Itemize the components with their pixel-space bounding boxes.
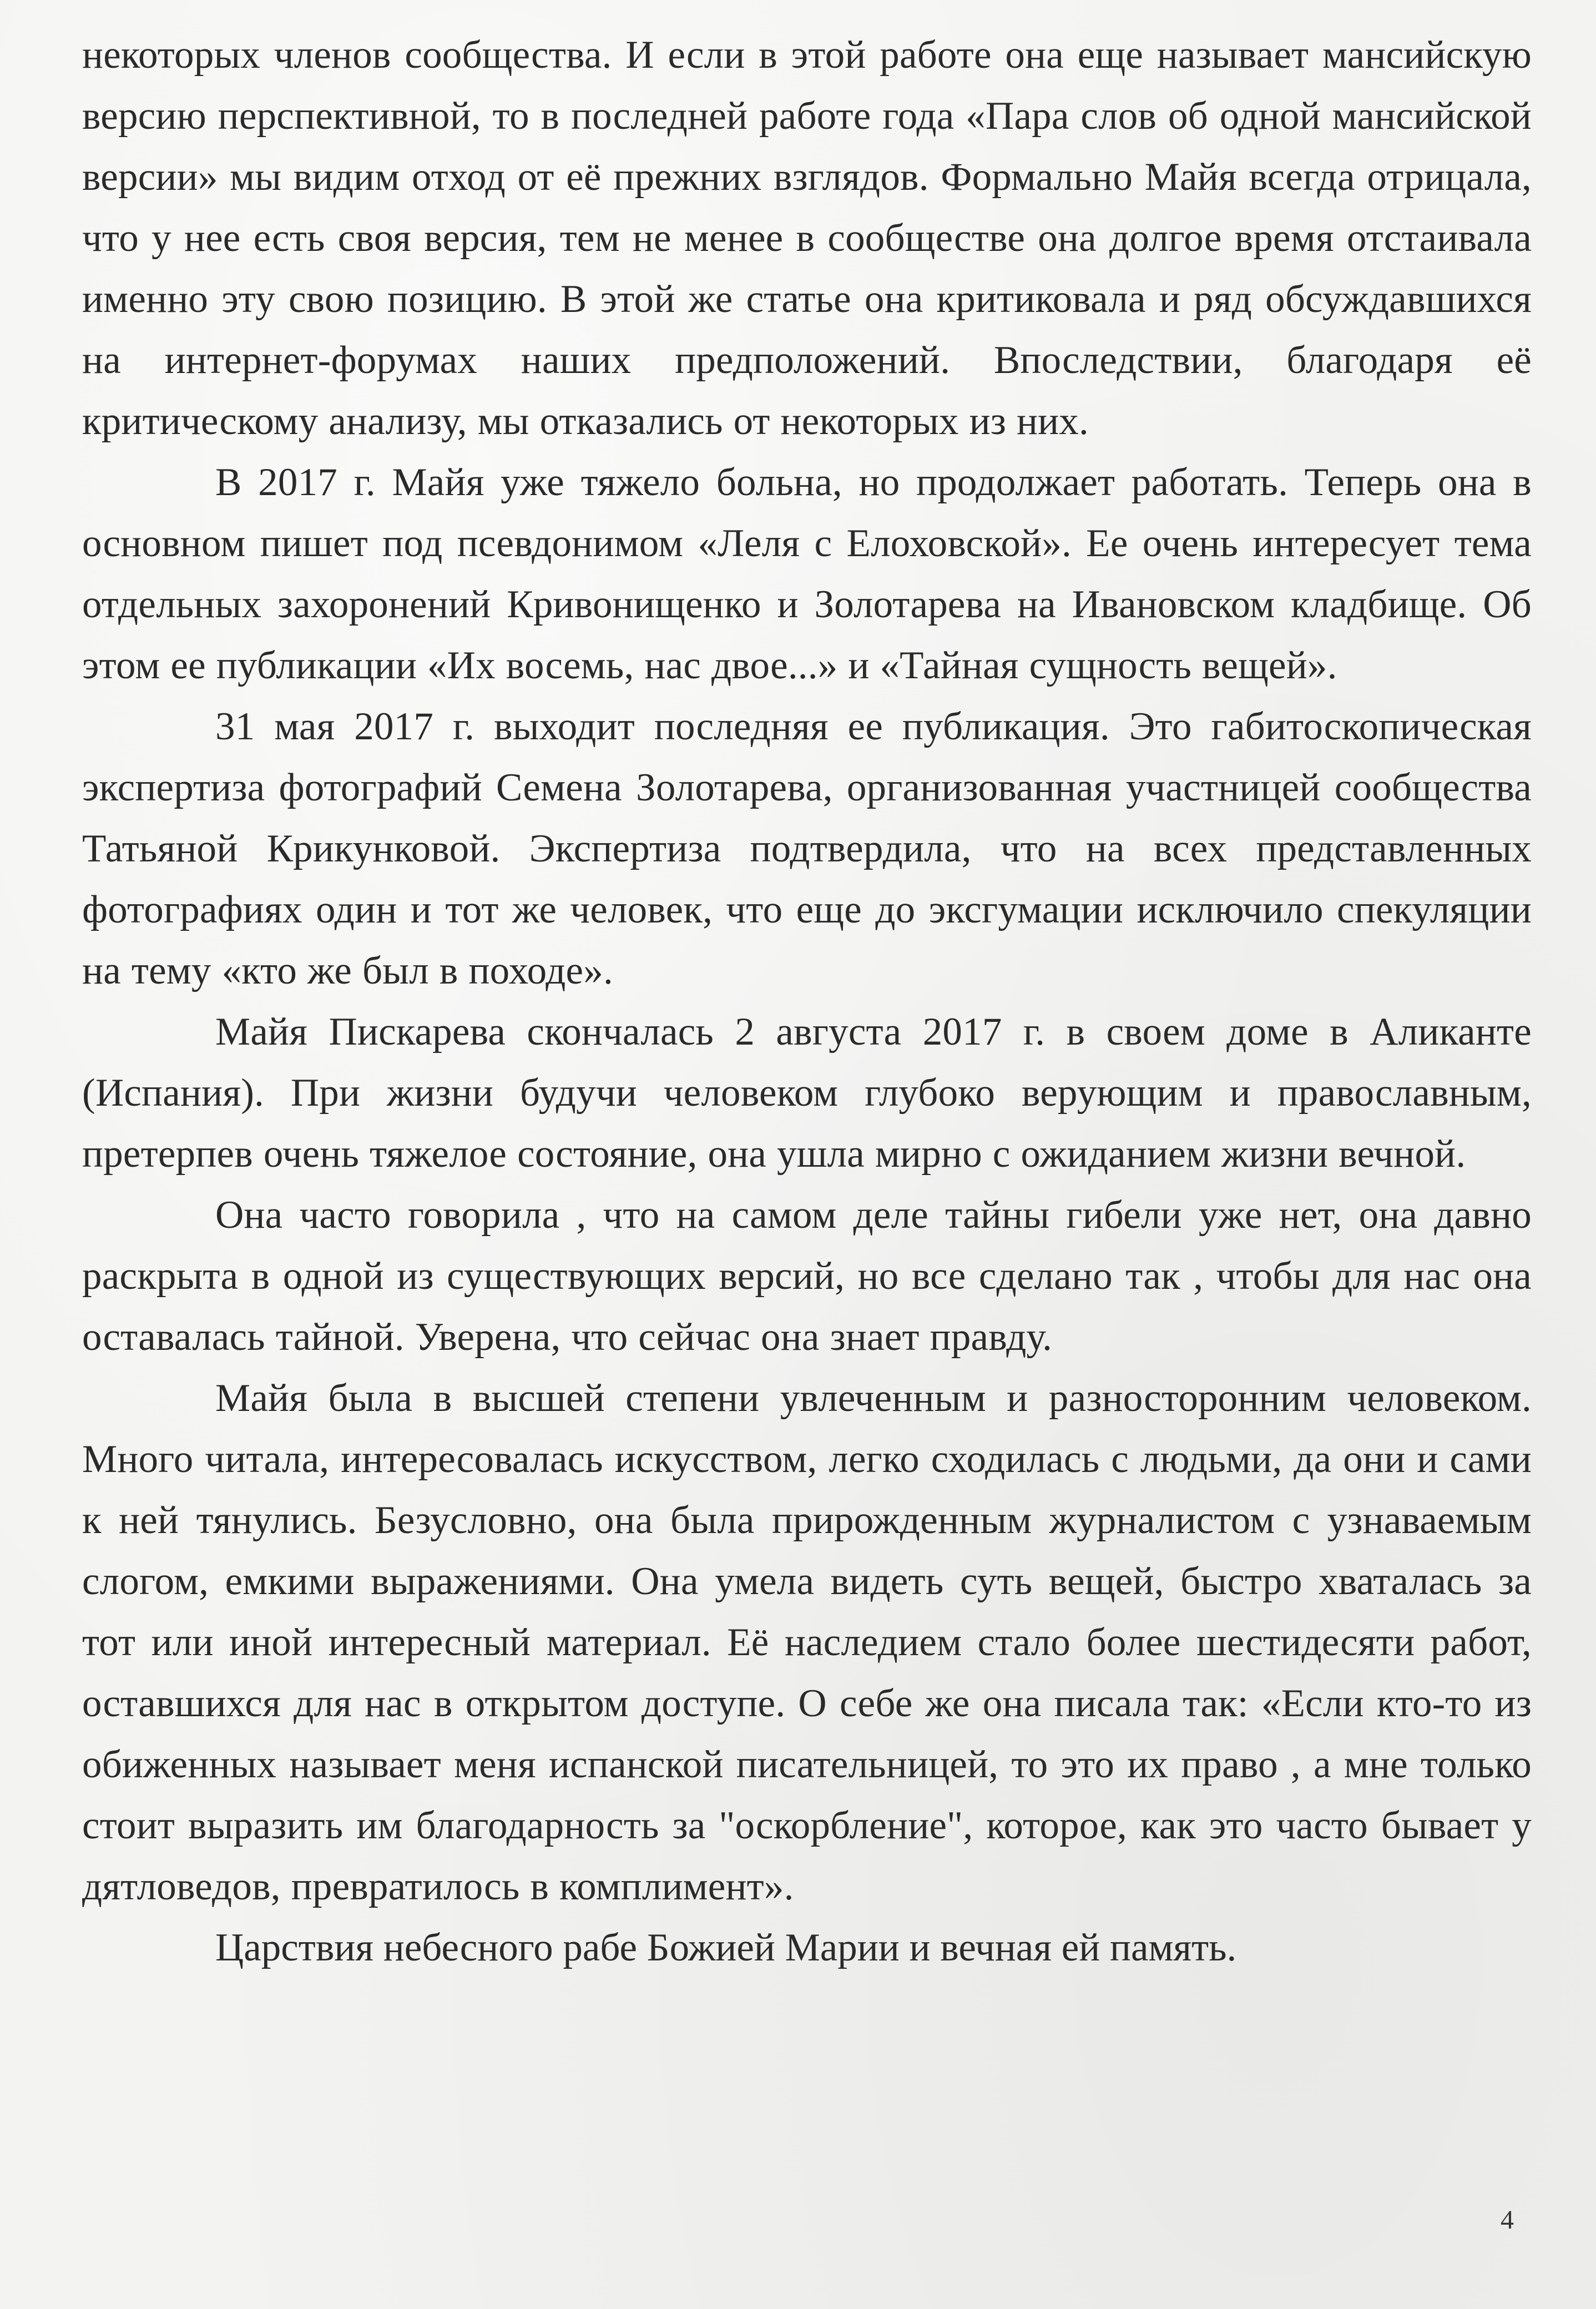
- paragraph-1: некоторых членов сообщества. И если в этой работе она еще называет мансийскую версию перспективной, то в последней работе года «Пара слов об одной мансийской версии» мы видим отход от её прежних взглядов. Формально Майя всегда отрицала, что у нее есть своя версия, тем не менее в сообществе она долгое время отстаивала именно эту свою позицию. В этой же статье она критиковала и ряд обсуждавшихся на интернет-форумах наших предположений. Впоследствии, благодаря её критическому анализу, мы отказались от некоторых из них.: [82, 33, 1532, 443]
- page-number: 4: [1501, 2205, 1514, 2235]
- paragraph-2: В 2017 г. Майя уже тяжело больна, но продолжает работать. Теперь она в основном пишет под псевдонимом «Леля с Елоховской». Ее очень интересует тема отдельных захоронений Кривонищенко и Золотарева на Ивановском кладбище. Об этом ее публикации «Их восемь, нас двое...» и «Тайная сущность вещей».: [82, 461, 1532, 687]
- closing-line: Царствия небесного рабе Божией Марии и вечная ей память.: [215, 1926, 1237, 1969]
- document-page: [82, 24, 1532, 1978]
- paragraph-6: Майя была в высшей степени увлеченным и разносторонним человеком. Много читала, интересовалась искусством, легко сходилась с людьми, да они и сами к ней тянулись. Безусловно, она была прирожденным журналистом с узнаваемым слогом, емкими выражениями. Она умела видеть суть вещей, быстро хваталась за тот или иной интересный материал. Её наследием стало более шестидесяти работ, оставшихся для нас в открытом доступе. О себе же она писала так: «Если кто-то из обиженных называет меня испанской писательницей, то это их право , а мне только стоит выразить им благодарность за "оскорбление", которое, как это часто бывает у дятловедов, превратилось в комплимент».: [82, 1377, 1532, 1908]
- paragraph-5: Она часто говорила , что на самом деле тайны гибели уже нет, она давно раскрыта в одной из существующих версий, но все сделано так , чтобы для нас она оставалась тайной. Уверена, что сейчас она знает правду.: [82, 1193, 1532, 1359]
- paragraph-4: Майя Пискарева скончалась 2 августа 2017 г. в своем доме в Аликанте (Испания). При жизни будучи человеком глубоко верующим и православным, претерпев очень тяжелое состояние, она ушла мирно с ожиданием жизни вечной.: [82, 1010, 1532, 1176]
- paragraph-3: 31 мая 2017 г. выходит последняя ее публикация. Это габитоскопическая экспертиза фотографий Семена Золотарева, организованная участницей сообщества Татьяной Крикунковой. Экспертиза подтвердила, что на всех представленных фотографиях один и тот же человек, что еще до эксгумации исключило спекуляции на тему «кто же был в походе».: [82, 705, 1532, 992]
